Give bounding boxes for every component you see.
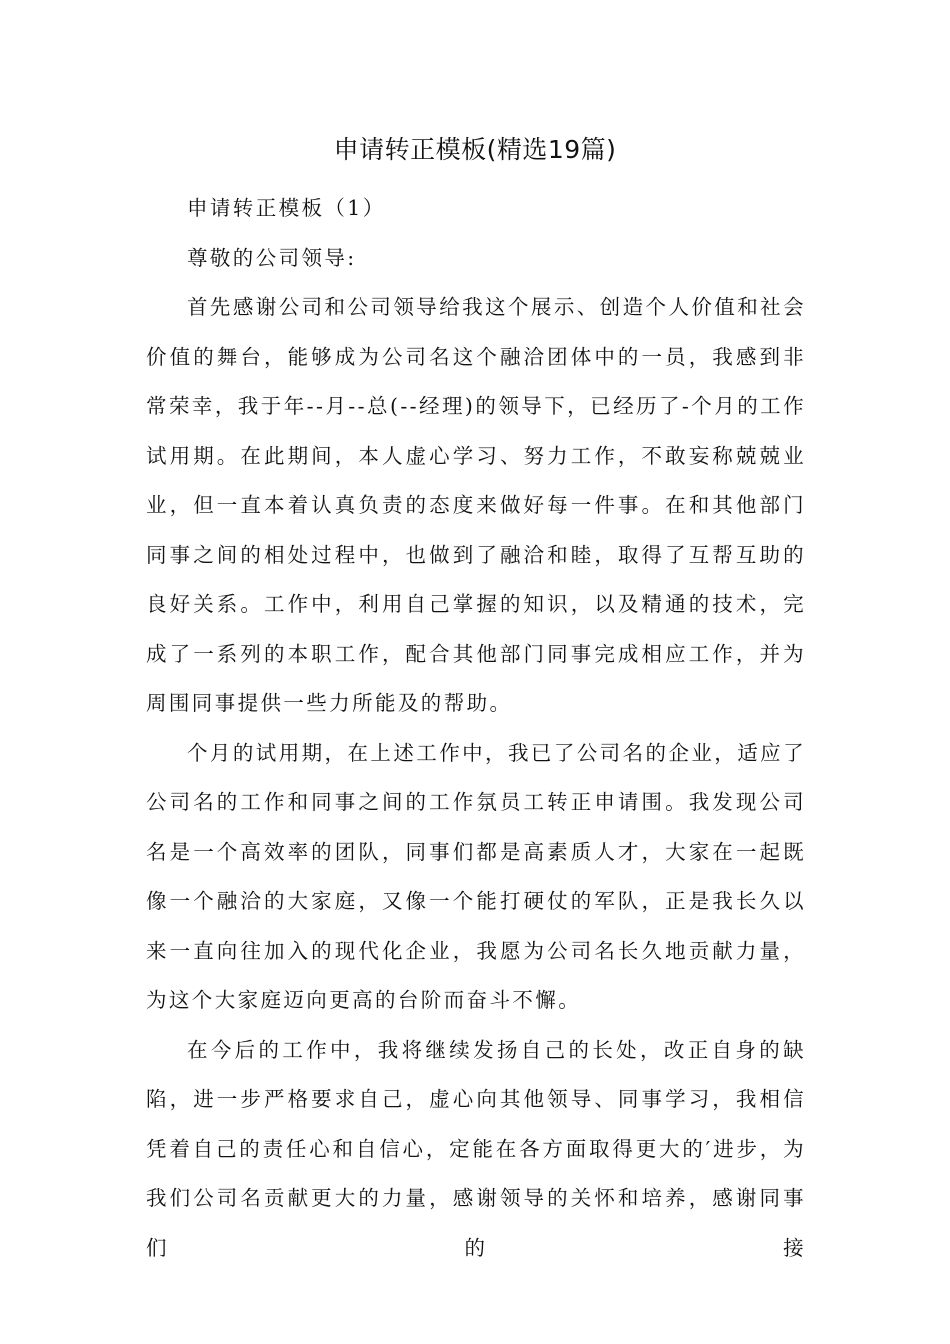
body-paragraph: 在今后的工作中，我将继续发扬自己的长处，改正自身的缺陷，进一步严格要求自己，虚心向其他领导、同事学习，我相信凭着自己的责任心和自信心，定能在各方面取得更大的′进步，为我们公司名贡献更大的力量，感谢领导的关怀和培养，感谢同事们的接 xyxy=(146,1037,806,1260)
section-heading: 申请转正模板（1） xyxy=(187,196,386,220)
salutation: 尊敬的公司领导: xyxy=(187,245,357,270)
body-paragraph: 个月的试用期，在上述工作中，我已了公司名的企业，适应了公司名的工作和同事之间的工作氛员工转正申请围。我发现公司名是一个高效率的团队，同事们都是高素质人才，大家在一起既像一个融洽的大家庭，又像一个能打硬仗的军队，正是我长久以来一直向往加入的现代化企业，我愿为公司名长久地贡献力量，为这个大家庭迈向更高的台阶而奋斗不懈。 xyxy=(146,740,806,1012)
body-paragraph: 首先感谢公司和公司领导给我这个展示、创造个人价值和社会价值的舞台，能够成为公司名这个融洽团体中的一员，我感到非常荣幸，我于年--月--总(--经理)的领导下，已经历了-个月的工作试用期。在此期间，本人虚心学习、努力工作，不敢妄称兢兢业业，但一直本着认真负责的态度来做好每一件事。在和其他部门同事之间的相处过程中，也做到了融洽和睦，取得了互帮互助的良好关系。工作中，利用自己掌握的知识，以及精通的技术，完成了一系列的本职工作，配合其他部门同事完成相应工作，并为周围同事提供一些力所能及的帮助。 xyxy=(146,295,806,715)
document-body xyxy=(146,184,806,1273)
document-title: 申请转正模板(精选19篇) xyxy=(333,135,617,164)
